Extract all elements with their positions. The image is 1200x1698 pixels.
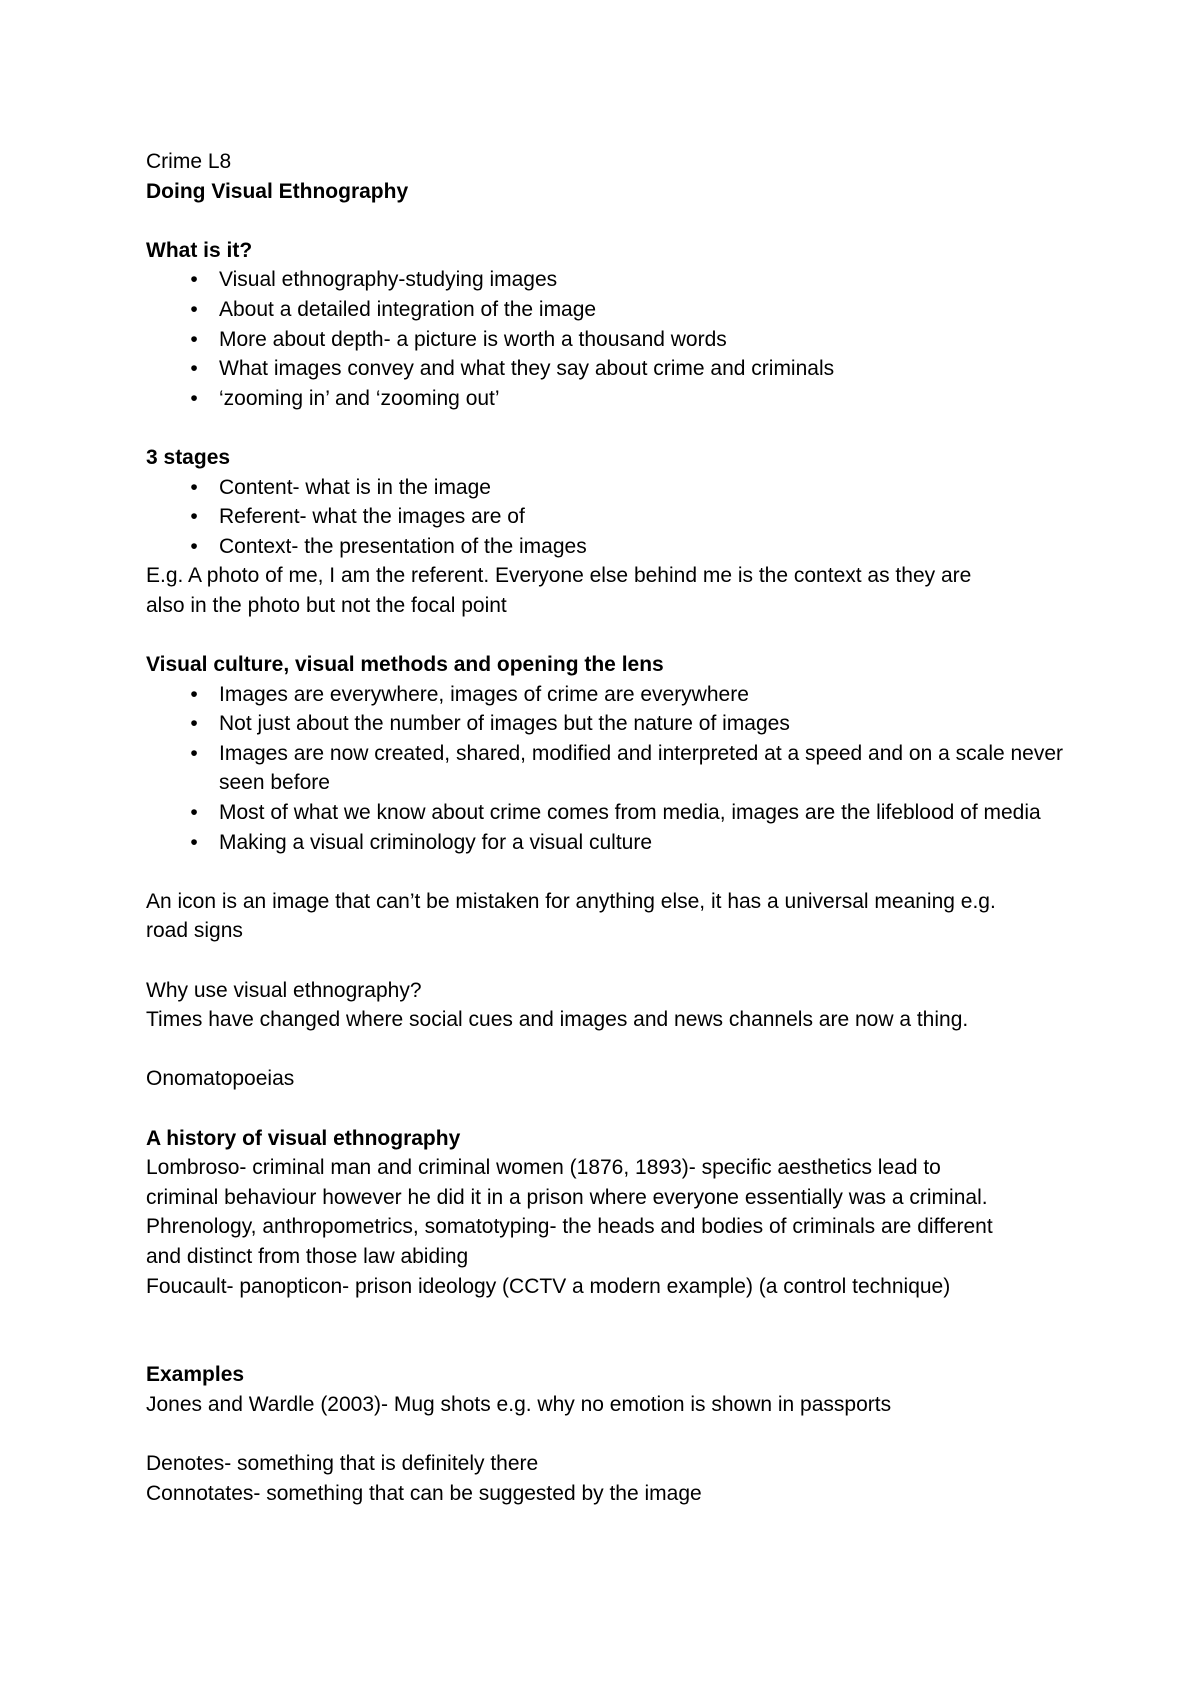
spacer bbox=[146, 1035, 1076, 1065]
list-item-text: Images are now created, shared, modified and interpreted at a speed and on a scale never seen before bbox=[219, 741, 1064, 795]
bullet-icon: • bbox=[190, 327, 198, 351]
section-heading-what: What is it? bbox=[146, 238, 253, 262]
list-item-text: Visual ethnography-studying images bbox=[219, 268, 558, 292]
bullet-icon: • bbox=[190, 801, 198, 825]
list-item-text: More about depth- a picture is worth a thousand words bbox=[219, 327, 727, 351]
history-text: Phrenology, anthropometrics, somatotyping- the heads and bodies of criminals are different bbox=[146, 1215, 993, 1239]
spacer bbox=[146, 1420, 1076, 1450]
list-item-text: About a detailed integration of the image bbox=[219, 297, 597, 321]
list-item bbox=[146, 828, 1076, 858]
list-item-text: Most of what we know about crime comes from media, images are the lifeblood of media bbox=[219, 801, 1041, 825]
bullet-icon: • bbox=[190, 505, 198, 529]
why-answer: Times have changed where social cues and images and news channels are now a thing. bbox=[146, 1008, 969, 1032]
list-item bbox=[146, 739, 1076, 798]
examples-text: Jones and Wardle (2003)- Mug shots e.g. why no emotion is shown in passports bbox=[146, 1392, 892, 1416]
list-item-text: Not just about the number of images but the nature of images bbox=[219, 712, 790, 736]
bullet-icon: • bbox=[190, 712, 198, 736]
list-item-text: Context- the presentation of the images bbox=[219, 534, 587, 558]
spacer bbox=[146, 857, 1076, 887]
list-item-text: Making a visual criminology for a visual culture bbox=[219, 830, 653, 854]
spacer bbox=[146, 1094, 1076, 1124]
bullet-icon: • bbox=[190, 534, 198, 558]
bullet-list-culture bbox=[146, 680, 1076, 858]
list-item-text: Content- what is in the image bbox=[219, 475, 491, 499]
section-heading-culture: Visual culture, visual methods and opening the lens bbox=[146, 653, 664, 677]
denotes-text: Denotes- something that is definitely there bbox=[146, 1452, 539, 1476]
bullet-list-stages bbox=[146, 473, 1076, 562]
onomatopoeias-text: Onomatopoeias bbox=[146, 1067, 295, 1091]
spacer bbox=[146, 1301, 1076, 1331]
history-text: and distinct from those law abiding bbox=[146, 1244, 469, 1268]
bullet-icon: • bbox=[190, 268, 198, 292]
course-label: Crime L8 bbox=[146, 150, 232, 173]
list-item-text: Images are everywhere, images of crime are everywhere bbox=[219, 682, 749, 706]
spacer bbox=[146, 946, 1076, 976]
list-item bbox=[146, 680, 1076, 710]
section-heading-examples: Examples bbox=[146, 1363, 245, 1387]
section-heading-stages: 3 stages bbox=[146, 445, 231, 469]
bullet-icon: • bbox=[190, 475, 198, 499]
list-item-text: Referent- what the images are of bbox=[219, 505, 525, 529]
bullet-icon: • bbox=[190, 297, 198, 321]
history-text: criminal behaviour however he did it in a prison where everyone essentially was a criminal. bbox=[146, 1185, 988, 1209]
icon-note-text: An icon is an image that can’t be mistaken for anything else, it has a universal meaning e.g. bbox=[146, 889, 996, 913]
list-item bbox=[146, 502, 1076, 532]
history-text: Foucault- panopticon- prison ideology (CCTV a modern example) (a control technique) bbox=[146, 1274, 951, 1298]
why-question: Why use visual ethnography? bbox=[146, 978, 422, 1002]
history-text: Lombroso- criminal man and criminal women (1876, 1893)- specific aesthetics lead to bbox=[146, 1156, 941, 1180]
example-text: E.g. A photo of me, I am the referent. Everyone else behind me is the context as they are bbox=[146, 564, 972, 588]
bullet-list-what bbox=[146, 265, 1076, 413]
list-item bbox=[146, 709, 1076, 739]
list-item bbox=[146, 532, 1076, 562]
example-text: also in the photo but not the focal point bbox=[146, 593, 507, 617]
bullet-icon: • bbox=[190, 741, 198, 765]
list-item bbox=[146, 354, 1076, 384]
document-title: Doing Visual Ethnography bbox=[146, 179, 409, 203]
bullet-icon: • bbox=[190, 682, 198, 706]
bullet-icon: • bbox=[190, 386, 198, 410]
list-item bbox=[146, 325, 1076, 355]
list-item bbox=[146, 798, 1076, 828]
list-item bbox=[146, 384, 1076, 414]
list-item bbox=[146, 473, 1076, 503]
icon-note-text: road signs bbox=[146, 919, 243, 943]
spacer bbox=[146, 1331, 1076, 1361]
spacer bbox=[146, 413, 1076, 443]
list-item-text: ‘zooming in’ and ‘zooming out’ bbox=[219, 386, 500, 410]
section-heading-history: A history of visual ethnography bbox=[146, 1126, 461, 1150]
list-item bbox=[146, 265, 1076, 295]
spacer bbox=[146, 621, 1076, 651]
bullet-icon: • bbox=[190, 830, 198, 854]
bullet-icon: • bbox=[190, 357, 198, 381]
document-page bbox=[146, 147, 1076, 1508]
spacer bbox=[146, 206, 1076, 236]
connotates-text: Connotates- something that can be suggested by the image bbox=[146, 1481, 702, 1505]
list-item-text: What images convey and what they say about crime and criminals bbox=[219, 357, 835, 381]
list-item bbox=[146, 295, 1076, 325]
